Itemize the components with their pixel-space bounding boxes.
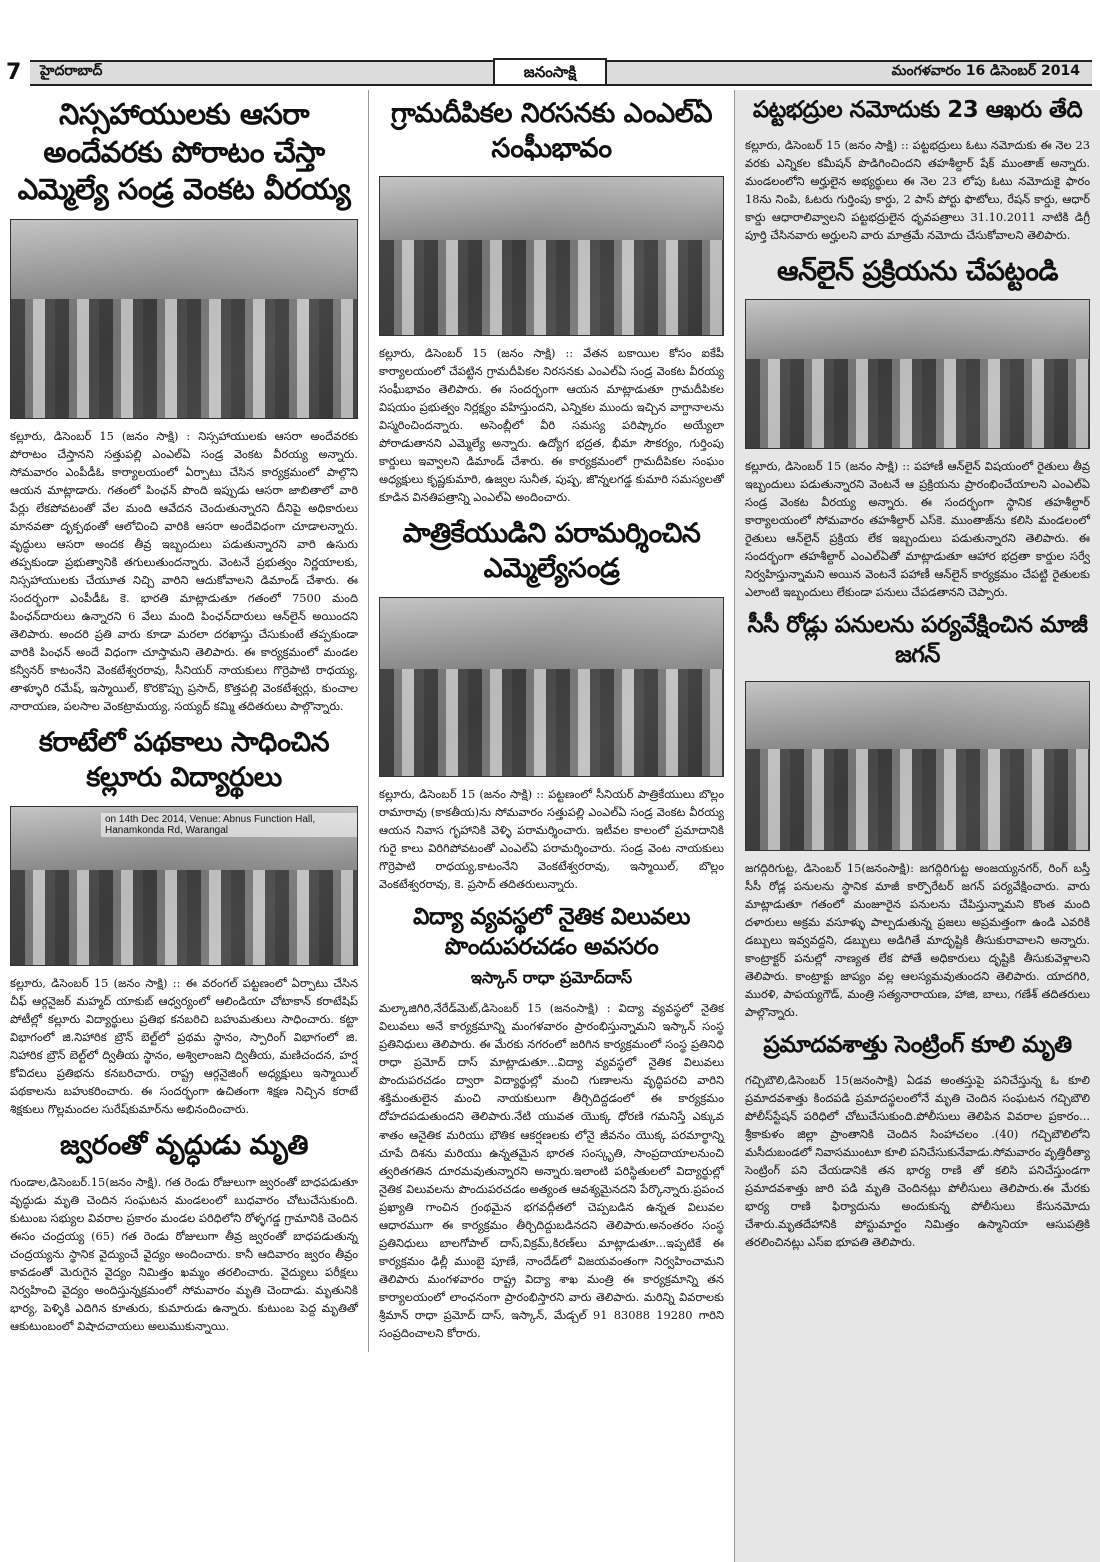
article-body: కల్లూరు, డిసెంబర్ 15 (జనం సాక్షి) : నిస్సహాయులకు ఆసరా అందేవరకు పోరాటం చేస్తానని సత్తుపల్లి ఎంఎల్ఏ సండ్ర వెంకట వీరయ్య అన్నారు. సోమవారం ఎంపీడీఓ కార్యాలయంలో ఏర్పాటు చేసిన కార్యక్రమంలో పాల్గొని ఆయన మాట్లాడారు. గతంలో పింఛన్ పొంది ఇప్పుడు ఆసరా జాబితాలో వారి పేర్లు లేకపోవటంతో వేల మంది ఆవేదన చెందుతున్నారని దీనిపై అధికారులు మానవతా దృక్పథంతో ఆలోచించి వారికి ఆసరా అందేవిధంగా చూడాలన్నారు. వృద్ధులు ఆసరా అందక తీవ్ర ఇబ్బందులు పడుతున్నారని వారి ఉసురు తప్పకుండా ప్రభుత్వానికి తగులుతుందన్నారు. వెంటనే ప్రభుత్వం నిర్ణయాలకు, నిస్సహాయులకు చేయూత నిచ్చి వారిని ఆదుకోవాలని డిమాండ్ చేశారు. ఈ సందర్భంగా ఎంపీడీఓ కె. భారతి మాట్లాడుతూ గతంలో 7500 మంది పింఛన్‌దారులు ఉన్నారని 6 వేలు మంది పింఛన్‌దారులు ఆన్‌లైన్ అయిందని తెలిపారు. అందరి ప్రతి వారు కూడా మరలా దరఖాస్తు చేసుకుంటే తప్పకుండా వారికి పింఛన్ అందే విధంగా చూస్తామని తెలిపారు. ఈ కార్యక్రమంలో మండల కన్వీనర్ కాటంనేని వెంకటేశ్వరరావు, సీనియర్ నాయకులు గొర్రెపాటి రాధయ్య, తాళ్ళూరి రమేష్, ఇస్మాయిల్, కొరకొప్పు ప్రసాద్, కొత్తపల్లి వెంకటేశ్వర్లు, కుంచాల నారాయణ, పలసాల వెంకట్రామయ్య, సయ్యద్ కమ్మి తదితరులు పాల్గొన్నారు. bbox=[10, 429, 358, 714]
article-body: కల్లూరు, డిసెంబర్ 15 (జనం సాక్షి) :: వేతన బకాయిల కోసం ఐకేపీ కార్యాలయంలో చేపట్టిన గ్రామదీపికల నిరసనకు ఎంఎల్ఏ సండ్ర వెంకట వీరయ్య సంఘీభావం తెలిపారు. ఈ సందర్భంగా ఆయన మాట్లాడుతూ గ్రామదీపికల విషయం ప్రభుత్వం నిర్లక్ష్యం వహిస్తుందని, ఎన్నికల ముందు ఇచ్చిన వాగ్దానాలను విస్మరించిందన్నారు. అసెంబ్లీలో వీరి సమస్య పరిష్కారం అయ్యేలా పోరాడుతానని ఎమ్మెల్యే అన్నారు. ఉద్యోగ భద్రత, భీమా సౌకర్యం, గుర్తింపు కార్డులు ఇవ్వాలని డిమాండ్ చేశారు. ఈ కార్యక్రమంలో గ్రామదీపికల సంఘం అధ్యక్షులు కృష్ణకుమారి, ఉజ్వల సునీత, పుష్ప, జొన్నలగడ్డ కుమారి సమస్యలతో కూడిన వినతిపత్రాన్ని ఎంఎల్ఏ అందించారు. bbox=[379, 346, 724, 505]
article-headline: ప్రమాదవశాత్తు సెంట్రింగ్ కూలి మృతి bbox=[763, 1032, 1072, 1059]
article-headline: నిస్సహాయులకు ఆసరా అందేవరకు పోరాటం చేస్తా ఎమ్మెల్యే సండ్ర వెంకట వీరయ్య bbox=[17, 97, 351, 207]
article-photo bbox=[10, 219, 358, 419]
article-headline: గ్రామదీపికల నిరసనకు ఎంఎల్ఏ సంఘీభావం bbox=[390, 98, 713, 165]
column-1 bbox=[0, 90, 368, 1345]
article-headline: పాత్రికేయుడిని పరామర్శించిన ఎమ్మెల్యేసండ్ర bbox=[402, 518, 701, 585]
page-number: 7 bbox=[6, 60, 22, 85]
article-headline: జ్వరంతో వృద్ధుడు మృతి bbox=[60, 1129, 308, 1161]
article-photo bbox=[10, 806, 358, 966]
column-2 bbox=[368, 90, 734, 1352]
edition-city: హైదరాబాద్ bbox=[40, 63, 103, 79]
edition-date: మంగళవారం 16 డిసెంబర్ 2014 bbox=[891, 63, 1080, 79]
article-body: గచ్చిబౌలి,డిసెంబర్ 15(జనంసాక్షి) ఏడవ అంతస్తుపై పనిచేస్తున్న ఓ కూలి ప్రమాదవశాత్తు కిందపడి ప్రమాదస్థలంలోనే మృతి చెందిన సంఘటన గచ్చిబౌలి పోలీస్‌స్టేషన్ పరిధిలో చోటుచేసుకుంది.పోలీసులు తెలిపిన వివరాల ప్రకారం... శ్రీకాకుళం జిల్లా ప్రాంతానికి చెందిన సింహాచలం .(40) గచ్చిబౌలిలోని మసీదుబండలో నివాసముంటూ కూలి పనిచేసుకునేవాడు.సోమవారం వృత్తిరీత్యా సెంట్రింగ్ పని చేయడానికి తన భార్య రాణి తో కలిసి పనిచేస్తుండగా ప్రమాదవశాత్తు జారి పడి మృతి చెందినట్లు పోలీసులు తెలిపారు.ఈ మేరకు భార్య రాణి ఫిర్యాదును అందుకున్న పోలీసులు కేసునమోదు చేశారు.మృతదేహానికి పోస్టుమార్టం నిమిత్తం ఉస్మానియా ఆసుపత్రికి తరలించినట్లు ఎస్ఐ భూపతి తెలిపారు. bbox=[745, 1073, 1090, 1250]
article-photo bbox=[379, 597, 724, 777]
article-photo bbox=[745, 681, 1090, 851]
article-byline: ఇస్కాన్ రాధా ప్రమోద్‌దాస్ bbox=[470, 968, 633, 988]
article-headline: ఆన్‌లైన్ ప్రక్రియను చేపట్టండి bbox=[777, 255, 1058, 287]
column-3 bbox=[734, 90, 1100, 1562]
article-body: మల్కాజిగిరి,నేరేడ్‌మెట్,డిసెంబర్ 15 (జనంసాక్షి) : విద్యా వ్యవస్థలో నైతిక విలువలు అనే కార్యక్రమాన్ని మంగళవారం ప్రారంభిస్తున్నామని ఇస్కాన్ సంస్థ ప్రతినిధులు తెలిపారు. ఈ మేరకు నగరంలో జరిగిన కార్యక్రమంలో సంస్థ ప్రతినిధి రాధా ప్రమోద్ దాస్ మాట్లాడుతూ...విద్యా వ్యవస్థలో నైతిక విలువలు పొందుపరచడం ద్వారా విద్యార్థుల్లో మంచి గుణాలను వృద్ధిపరచి వారిని శక్తిమంతులైన మంచి నాయకులుగా తీర్చిదిద్దడంలో ఈ కార్యక్రమం దోహదపడుతుందని తెలిపారు.నేటి యువత యొక్క ధోరణి గమనిస్తే ఎక్కువ శాతం ఆనైతిక మరియు భౌతిక ఆకర్షణలకు లోనై జీవనం యొక్క పరమార్థాన్ని చూపే దిశను మరియు ఉన్నతమైన భారత సంస్కృతి, సాంప్రదాయాలనుంచి త్వరితగతిన దూరమవుతున్నారని అన్నారు.ఇలాంటి పరిస్థితులలో విద్యార్థుల్లో నైతిక విలువలను పొందుపరచడం అత్యంత ఆవశ్యమైనదని పేర్కొన్నారు.ప్రపంచ ప్రఖ్యాతి గాంచిన గ్రంథమైన భగవద్గీతలో చెప్పబడిన ఉన్నత విలువల ఆధారముగా ఈ కార్యక్రమం తీర్చిదిద్దుబడినదని తెలిపారు.అనంతరం సంస్థ ప్రతినిధులు బాలగోపాల్ దాస్,విక్రమ్,కిరణ్‌లు మాట్లాడుతూ...ఇప్పటికే ఈ కార్యక్రమం ఢిల్లీ ముంబై పూణే, నాందేడ్‌లో విజయవంతంగా నిర్వహించామని తెలిపారు మంగళవారం రాష్ట్ర విద్యా శాఖ మంత్రి ఈ కార్యక్రమాన్ని తన కార్యాలయంలో లాంఛనంగా ప్రారంభిస్తారని వారు తెలిపారు. మరిన్ని వివరాలకు శ్రీమాన్ రాధా ప్రమోద్ దాస్, ఇస్కాన్, మేడ్చల్ 91 83088 19280 గారిని సంప్రదించాలని కోరారు. bbox=[379, 1001, 724, 1340]
newspaper-logo: జనంసాక్షి bbox=[493, 58, 607, 86]
article-body: కల్లూరు, డిసెంబర్ 15 (జనం సాక్షి) :: పహాణీ ఆన్‌లైన్ విషయంలో రైతులు తీవ్ర ఇబ్బందులు పడుతున్నారని వెంటనే ఆ ప్రక్రియను ప్రారంభించేయాలని ఎంఎల్ఏ సండ్ర వెంకట వీరయ్య అన్నారు. ఈ సందర్భంగా స్థానిక తహశీల్దార్ కార్యాలయంలో సోమవారం తహశీల్దార్ ఎస్‌కె. ముంతాజ్‌ను కలిసి మండలంలో రైతులు ఆన్‌లైన్ ప్రక్రియ లేక ఇబ్బందులు పడుతున్నారని తెలిపారు. ఈ సందర్భంగా తహశీల్దార్ ఎంఎల్ఏతో మాట్లాడుతూ ఆహార భద్రతా కార్డుల సర్వే నిర్వహిస్తున్నామని అయిన వెంటనే పహాణీ ఆన్‌లైన్ కార్యక్రమం చేపట్టి రైతులకు ఎలాంటి ఇబ్బందులు లేకుండా పనులు చేపడతానని చెప్పారు. bbox=[745, 459, 1090, 600]
article-body: కల్లూరు, డిసెంబర్ 15 (జనం సాక్షి) :: పట్టభద్రులు ఓటు నమోదుకు ఈ నెల 23 వరకు ఎన్నికల కమీషన్ పొడిగించిందని తహశీల్దార్ షేక్ ముంతాజ్ అన్నారు. మండలంలోని అర్హులైన అభ్యర్థులు ఈ నెల 23 లోపు ఓటు నమోదుకై ఫారం 18ను నింపి, ఓటరు గుర్తింపు కార్డు, 2 పాస్ పోర్టు ఫొటోలు, రేషన్ కార్డు, ఆధార్ కార్డు ఆధారాలివ్వాలని పట్టభద్రులైన ధృవపత్రాలు 31.10.2011 నాటికి డిగ్రీ పూర్తి చేసినవారు అర్హులని వారు మాత్రమే నమోదు చేసుకోవాలని తెలిపారు. bbox=[745, 137, 1090, 242]
article-body: జగద్గిరిగుట్ట, డిసెంబర్ 15(జనంసాక్షి): జగద్గిరిగుట్ట అంజయ్యనగర్, రింగ్ బస్తీ సీసీ రోడ్ల పనులను స్థానిక మాజీ కార్పొరేటర్ జగన్ పర్యవేక్షించారు. వారు మాట్లాడుతూ గతంలో మంజూరైన పనులను చేపిస్తున్నామని కొంత మంది దళారులు అక్రమ వసూళ్ళు పాల్పడుతున్న ప్రజలు అప్రమత్తంగా ఉండి ఎవరికి డబ్బులు ఇవ్వవద్దని, డబ్బులు అడిగితే మాదృష్టికి తీసుకురావాలని అన్నారు. కాంట్రాక్టర్ పనుల్లో నాణ్యత లేక పోతే అధికారులు దృష్టికి తీసుకువెళ్లాలని తెలిపారు. కాంట్రాక్టు జాప్యం వల్ల ఆలస్యమవుతుందని తెలిపారు. యాదగిరి, మురళి, పాపయ్యగౌడ్, మంత్రి సత్యనారాయణ, హాజి, బాలు, గణేశ్ తదితరులు పాల్గొన్నారు. bbox=[745, 860, 1090, 1020]
article-headline: పట్టభద్రుల నమోదుకు 23 ఆఖరు తేది bbox=[752, 97, 1083, 123]
article-body: గుండాల,డిసెంబర్.15(జనం సాక్షి). గత రెండు రోజులుగా జ్వరంతో బాధపడుతూ వృద్ధుడు మృతి చెందిన సంఘటన మండలంలో బుధవారం చోటుచేసుకుంది. కుటుంబ సభ్యుల వివరాల ప్రకారం మండల పరిధిలోని రోళ్ళగడ్డ గ్రామానికి చెందిన ఈసం చంద్రయ్య (65) గత రెండు రోజులుగా తీవ్ర జ్వరంతో బాధపడుతున్న చంద్రయ్యను స్థానిక వైద్యుంచే వైద్యం అందించారు. కానీ ఆదివారం జ్వరం తీవ్రం కావడంతో మెరుగైన వైద్యం నిమిత్తం ఖమ్మం తరలించారు. వైద్యులు పరీక్షలు నిర్వహించి వైద్యం అందిస్తున్నక్రమంలో సోమవారం మృతి చెందాడు. మృతునికి భార్య, పెళ్ళికి ఎదిగిన కూతురు, కుమారుడు ఉన్నారు. కుటుంబ పెద్ద మృతితో ఆకుటుంబంలో విషాదచాయలు అలుముకున్నాయి. bbox=[10, 1174, 358, 1333]
article-headline: విద్యా వ్యవస్థలో నైతిక విలువలు పొందుపరచడం అవసరం bbox=[412, 903, 690, 960]
masthead bbox=[0, 0, 1100, 86]
photo-banner-text: on 14th Dec 2014, Venue: Abnus Function Hall, Hanamkonda Rd, Warangal bbox=[101, 813, 357, 837]
article-body: కల్లూరు, డిసెంబర్ 15 (జనం సాక్షి) :: ఈ వరంగల్ పట్టణంలో ఏర్పాటు చేసిన చీఫ్ ఆర్గనైజర్ మహ్మద్ యాకుబ్ ఆధ్వర్యంలో ఆలిండియా చోటాకాన్ కరాటేషిప్ పోటీల్లో కల్లూరు విద్యార్థులు ప్రతిభ కనబరిచి బహుమతులు సాధించారు. కట్టా విభాగంలో జి.నిహారిక బ్రౌన్ బెల్ట్‌లో ప్రథమ స్థానం, స్పారింగ్ విభాగంలో జి. నిహారిక బ్రౌన్ బెల్ట్‌లో ద్వితీయ స్థానం, అశ్విలాంజని ద్వితీయ, మణిచందన, హర్ష కోవిదలు ప్రతిభను కనబరిచారు. రాష్ట్ర ఆర్గనైజింగ్ అధ్యక్షులు ఇస్మాయిల్ పథకాలను బహుకరించారు. ఈ సందర్భంగా ఉచితంగా శిక్షణ నిచ్చిన కరాటే శిక్షకులు గొల్లమందల సురేష్‌కుమార్‌ను అభినందించారు. bbox=[10, 975, 358, 1116]
article-body: కల్లూరు, డిసెంబర్ 15 (జనం సాక్షి) :: పట్టణంలో సీనియర్ పాత్రికేయులు బొల్లం రామారావు (కాకతీయ)ను సోమవారం సత్తుపల్లి ఎంఎల్ఏ సండ్ర వెంకట వీరయ్య ఆయన నివాస గృహానికి వెళ్ళి పరామర్శించారు. ఇటీవల కాలంలో ప్రమాదానికి గురై కాలు విరిగిపోవటంతో ఎంఎల్ఏ పరామర్శించారు. సండ్ర వెంట నాయకులు గొర్రెపాటి రాధయ్య,కాటంనేని వెంకటేశ్వరరావు, ఇస్మాయిల్, బొల్లం వెంకటేశ్వరరావు, కె. ప్రసాద్ తదితరులున్నారు. bbox=[379, 786, 724, 891]
article-photo bbox=[379, 176, 724, 336]
article-headline: సీసీ రోడ్లు పనులను పర్యవేక్షించిన మాజీ జగన్ bbox=[747, 612, 1088, 669]
article-headline: కరాటేలో పథకాలు సాధించిన కల్లూరు విద్యార్థులు bbox=[38, 727, 330, 794]
article-photo bbox=[745, 299, 1090, 449]
